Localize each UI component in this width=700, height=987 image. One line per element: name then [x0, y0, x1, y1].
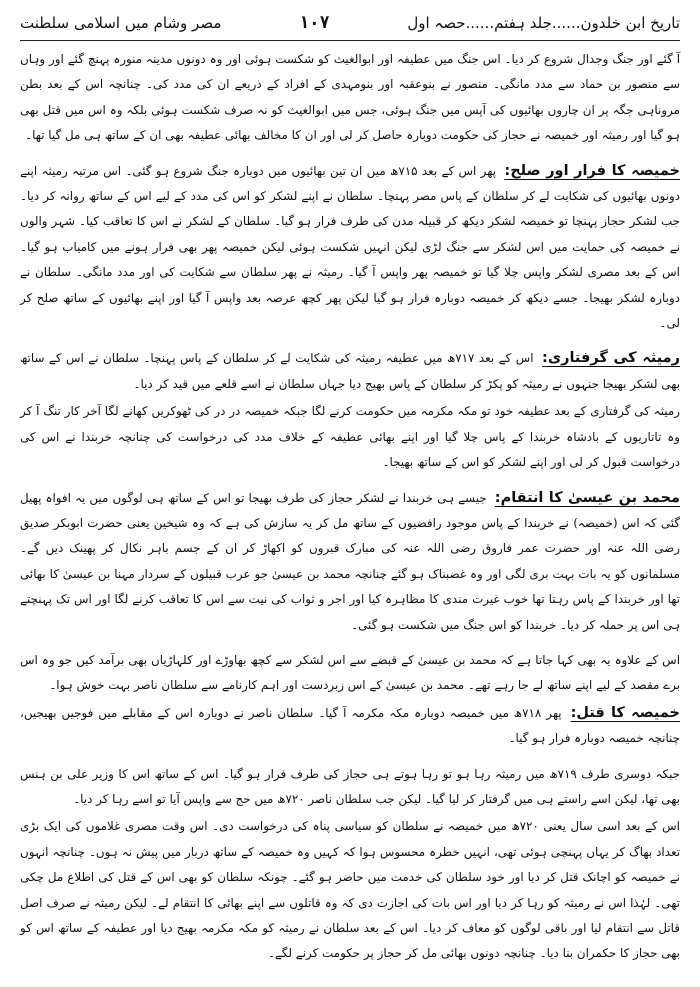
paragraph-4 — [20, 399, 680, 475]
header-rule — [20, 40, 680, 41]
book-title: تاریخ ابن خلدون — [580, 14, 680, 32]
section-title: مصر وشام میں اسلامی سلطنت — [20, 14, 222, 32]
section-heading-khamisa-killing: خمیصہ کا قتل: — [570, 704, 680, 721]
paragraph-text: جبکہ دوسری طرف ۷۱۹ھ میں رمیثہ رہا ہو تو رہا ہوتے ہی حجاز کی طرف فرار ہو گیا۔ اس کے ساتھ اس کا وزیر علی بن ہنس بھی تھا، لیکن اسے راستے ہی میں گرفتار کر لیا گیا۔ لیکن جب سلطان ناصر ۷۲۰ھ میں حج سے واپس آیا تو اسے رہا کر دیا۔ — [20, 766, 681, 806]
paragraph-3 — [20, 346, 680, 397]
section-heading-khamisa-flight: خمیصہ کا فرار اور صلح: — [504, 162, 680, 179]
header-separator: ...... — [551, 14, 581, 32]
paragraph-text: پھر ۷۱۸ھ میں خمیصہ دوبارہ مکہ مکرمہ آ گیا۔ سلطان ناصر نے دوبارہ اس کے مقابلے میں فوجیں بھیجیں، چنانچہ خمیصہ دوبارہ فرار ہو گیا۔ — [20, 705, 680, 746]
paragraph-text: پھر اس کے بعد ۷۱۵ھ میں ان تین بھائیوں میں دوبارہ جنگ شروع ہو گئی۔ اس مرتبہ رمیثہ اپنے دونوں بھائیوں کی شکایت لے کر سلطان کے پاس مصر پہنچا۔ سلطان نے اپنے لشکر کو اس کی مدد کے لیے اس کے ساتھ روانہ کر دیا۔ جب لشکر حجاز پہنچا تو خمیصہ لشکر دیکھ کر قبیلہ مدن کی طرف فرار ہو گیا۔ سلطان کے لشکر نے اس کا تعاقب کیا۔ شہر والوں نے خمیصہ کی حمایت میں اس لشکر سے جنگ لڑی لیکن انہیں شکست ہوئی لیکن خمیصہ پھر بھی فرار ہونے میں کامیاب ہو گیا۔ اس کے بعد مصری لشکر واپس چلا گیا تو خمیصہ پھر واپس آ گیا۔ رمیثہ نے پھر سلطان سے شکایت کی اور مدد مانگی۔ سلطان نے دوبارہ لشکر بھیجا۔ جسے دیکھ کر خمیصہ دوبارہ فرار ہو گیا لیکن پھر کچھ عرصہ بعد واپس آ گیا اور اپنے بھائیوں کے ساتھ صلح کر لی۔ — [20, 163, 680, 331]
header-book-info — [407, 14, 680, 32]
paragraph-2 — [20, 159, 680, 337]
paragraph-text: جیسے ہی خربندا نے لشکر حجاز کی طرف بھیجا تو اس کے ساتھ ہی لوگوں میں یہ افواہ پھیل گئی کہ اس (خمیصہ) نے خربندا کے پاس موجود رافضیوں کے ساتھ مل کر یہ سازش کی ہے کہ وہ شیخین یعنی حضرت ابوبکر صدیق رضی اللہ عنہ اور حضرت عمر فاروق رضی اللہ عنہ کی مبارک قبروں کو اکھاڑ کر ان کے جسم باہر نکال کر پھینک دیں گے۔ مسلمانوں کو یہ بات بہت بری لگی اور وہ غضبناک ہو گئے چنانچہ محمد بن عیسیٰ جو عرب قبیلوں کے سردار مہنا بن عیسیٰ کا بھائی تھا اور خربندا کے پاس رہتا تھا خوب غیرت مندی کا مظاہرہ کیا اور اجر و ثواب کی نیت سے اس کا تعاقب کرنے لگا اور اس تک پہنچتے ہی اس پر حملہ کر دیا۔ خربندا کو اس جنگ میں شکست ہو گئی۔ — [20, 490, 680, 632]
paragraph-text: اس کے بعد اسی سال یعنی ۷۲۰ھ میں خمیصہ نے سلطان کو سیاسی پناہ کی درخواست دی۔ اس وقت مصری غلاموں کی ایک بڑی تعداد بھاگ کر یہاں پہنچی ہوئی تھی، انہیں خطرہ محسوس ہوا کہ کہیں وہ خمیصہ کے ساتھ دربار میں پیش نہ ہوں۔ چنانچہ انہوں نے خمیصہ کو اچانک قتل کر دیا اور خود سلطان کی خدمت میں حاضر ہو گئے۔ چونکہ سلطان کو بھی اس کے قتل کی اطلاع مل چکی تھی۔ لہٰذا اس نے رمیثہ کو رہا کر دیا اور اس بات کی اجازت دی کہ وہ قاتلوں سے اپنے بھائی کا انتقام لے۔ لیکن رمیثہ نے صرف اصل قاتل سے انتقام لیا اور باقی لوگوں کو معاف کر دیا۔ اس کے بعد سلطان نے رمیثہ کو مکہ مکرمہ بھیج دیا اور عطیفہ کے ساتھ اس کو بھی حجاز کا حکمران بنا دیا۔ چنانچہ دونوں بھائی مل کر حجاز پر حکومت کرنے لگے۔ — [20, 819, 680, 961]
paragraph-text: آ گئے اور جنگ وجدال شروع کر دیا۔ اس جنگ میں عطیفہ اور ابوالغیث کو شکست ہوئی اور وہ دونوں مدینہ منورہ پہنچ گئے اور وہاں سے منصور بن حماد سے مدد مانگی۔ منصور نے بنوعقبہ اور بنومہدی کے افراد کے ذریعے ان کی مدد کی۔ چنانچہ اس کے بعد بطن مروناہی جگہ پر ان چاروں بھائیوں کی آپس میں جنگ ہوئی، جس میں ابوالغیث کو نہ صرف شکست ہوئی بلکہ وہ اس میں قتل بھی ہو گیا اور رمیثہ اور خمیصہ نے حجاز کی حکومت دوبارہ حاصل کر لی اور ان کا مخالف بھائی عطیفہ بھی ان کے ساتھ ہی مل گیا تھا۔ — [20, 52, 680, 143]
page-header — [20, 8, 680, 38]
paragraph-9 — [20, 814, 680, 966]
section-heading-rumaitha-arrest: رمیثہ کی گرفتاری: — [542, 350, 680, 367]
header-separator: ...... — [465, 14, 495, 32]
part-label: حصہ اول — [407, 14, 466, 32]
section-heading-muhammad-revenge: محمد بن عیسیٰ کا انتقام: — [494, 489, 681, 506]
paragraph-text: اس کے بعد ۷۱۷ھ میں عطیفہ رمیثہ کی شکایت لے کر سلطان کے پاس پہنچا۔ سلطان نے اس کے ساتھ بھی لشکر بھیجا جنہوں نے رمیثہ کو پکڑ کر سلطان کے پاس بھیج دیا جہاں سلطان نے اسے قلعے میں قید کر دیا۔ — [20, 351, 680, 391]
paragraph-5 — [20, 486, 680, 638]
page-number: ۱۰۷ — [298, 13, 330, 33]
paragraph-text: اس کے علاوہ یہ بھی کہا جاتا ہے کہ محمد بن عیسیٰ کے قبضے سے اس لشکر سے کچھ بھاوڑے اور کلہاڑیاں بھی برآمد کیں جو وہ اس برے مقصد کے لیے اپنے ساتھ لے جا رہے تھے۔ محمد بن عیسیٰ کے اس زبردست اور اہم کارنامے سے سلطان ناصر بہت خوش ہوا۔ — [20, 652, 680, 693]
paragraph-text: رمیثہ کی گرفتاری کے بعد عطیفہ خود تو مکہ مکرمہ میں حکومت کرنے لگا جبکہ خمیصہ در در کی ٹھوکریں کھانے لگا آخر کار تنگ آ کر وہ تاتاریوں کے بادشاہ خربندا کے پاس چلا گیا اور اپنے بھائی عطیفہ کے خلاف مدد کی درخواست کی چنانچہ خربندا نے اس کی درخواست قبول کر لی اور اپنے لشکر کو اس کے ساتھ بھیجا۔ — [20, 404, 680, 470]
paragraph-7 — [20, 701, 680, 752]
paragraph-6 — [20, 648, 680, 699]
paragraph-8 — [20, 762, 680, 813]
page-body — [20, 47, 680, 967]
volume-label: جلد ہفتم — [494, 14, 552, 32]
paragraph-1 — [20, 47, 680, 149]
